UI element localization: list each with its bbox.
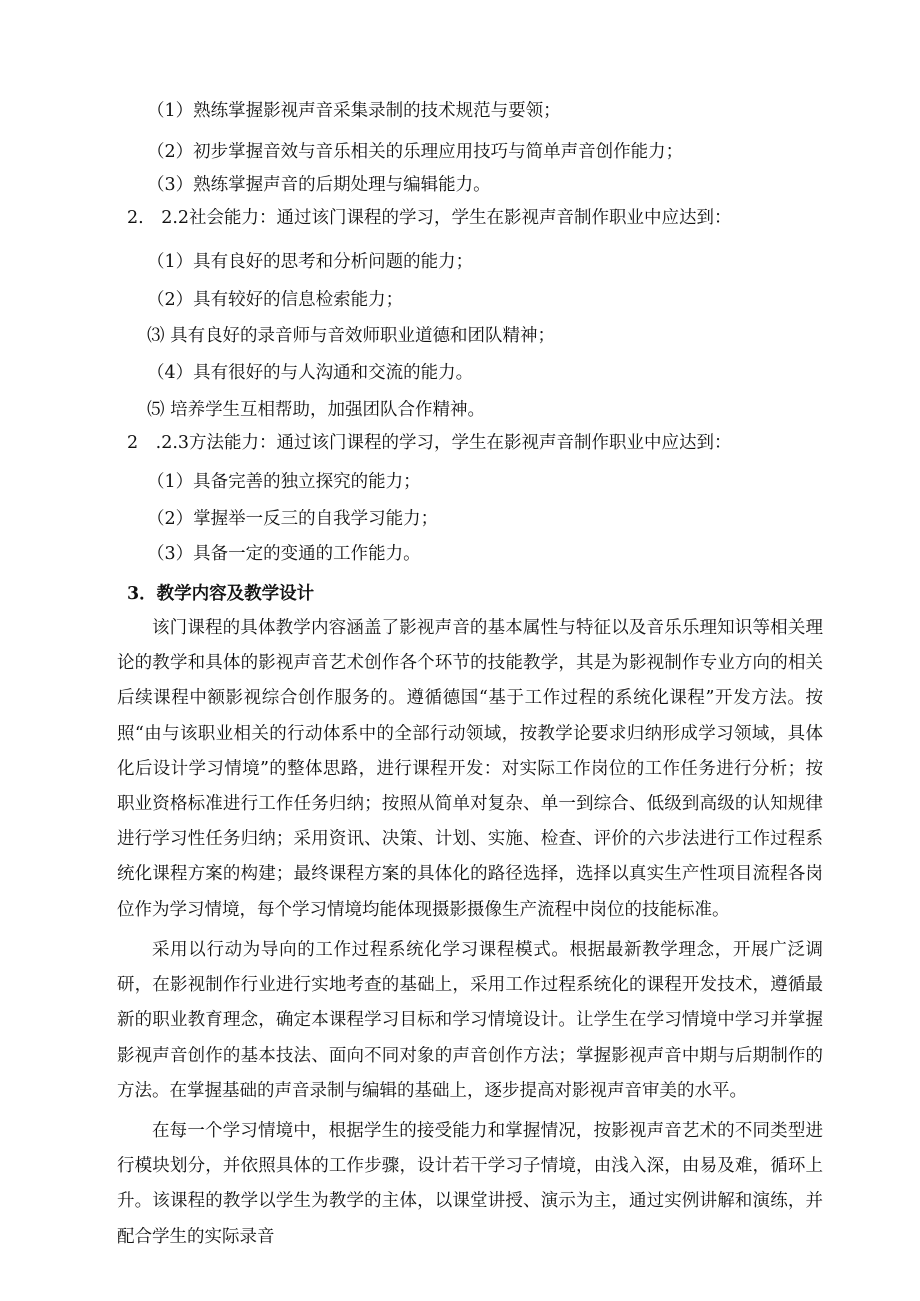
method-item-3: （3）具备一定的变通的工作能力。 [147,544,421,564]
professional-item-3: （3）熟练掌握声音的后期处理与编辑能力。 [147,175,491,195]
social-ability-heading: 2. 2.2社会能力：通过该门课程的学习，学生在影视声音制作职业中应达到： [127,208,732,228]
section-3-heading: 3．教学内容及教学设计 [127,584,315,604]
social-item-5: ⑸ 培养学生互相帮助，加强团队合作精神。 [147,400,486,420]
social-item-2: （2）具有较好的信息检索能力； [147,290,404,310]
section-3-paragraph-2: 采用以行动为导向的工作过程系统化学习课程模式。根据最新教学理念，开展广泛调研，在影视制作行业进行实地考查的基础上，采用工作过程系统化的课程开发技术，遵循最新的职业教育理念，确定本课程学习目标和学习情境设计。让学生在学习情境中学习并掌握影视声音创作的基本技法、面向不同对象的声音创作方法；掌握影视声音中期与后期制作的方法。在掌握基础的声音录制与编辑的基础上，逐步提高对影视声音审美的水平。 [117,940,823,1101]
professional-item-1: （1）熟练掌握影视声音采集录制的技术规范与要领； [147,101,561,121]
method-item-2: （2）掌握举一反三的自我学习能力； [147,509,439,529]
social-item-3: ⑶ 具有良好的录音师与音效师职业道德和团队精神； [147,326,556,346]
section-3-paragraph-3: 在每一个学习情境中，根据学生的接受能力和掌握情况，按影视声音艺术的不同类型进行模块划分，并依照具体的工作步骤，设计若干学习子情境，由浅入深，由易及难，循环上升。该课程的教学以学生为教学的主体，以课堂讲授、演示为主，通过实例讲解和演练，并配合学生的实际录音 [117,1121,823,1247]
social-item-4: （4）具有很好的与人沟通和交流的能力。 [147,363,474,383]
method-item-1: （1）具备完善的独立探究的能力； [147,472,421,492]
method-ability-heading: 2 .2.3方法能力：通过该门课程的学习，学生在影视声音制作职业中应达到： [127,433,732,453]
section-3-paragraph-1: 该门课程的具体教学内容涵盖了影视声音的基本属性与特征以及音乐乐理知识等相关理论的教学和具体的影视声音艺术创作各个环节的技能教学，其是为影视制作专业方向的相关后续课程中额影视综合创作服务的。遵循德国“基于工作过程的系统化课程”开发方法。按照“由与该职业相关的行动体系中的全部行动领域，按教学论要求归纳形成学习领域，具体化后设计学习情境”的整体思路，进行课程开发：对实际工作岗位的工作任务进行分析；按职业资格标准进行工作任务归纳；按照从简单对复杂、单一到综合、低级到高级的认知规律进行学习性任务归纳；采用资讯、决策、计划、实施、检查、评价的六步法进行工作过程系统化课程方案的构建；最终课程方案的具体化的路径选择，选择以真实生产性项目流程各岗位作为学习情境，每个学习情境均能体现摄影摄像生产流程中岗位的技能标准。 [117,618,823,920]
professional-item-2: （2）初步掌握音效与音乐相关的乐理应用技巧与简单声音创作能力； [147,142,684,162]
social-item-1: （1）具有良好的思考和分析问题的能力； [147,252,474,272]
